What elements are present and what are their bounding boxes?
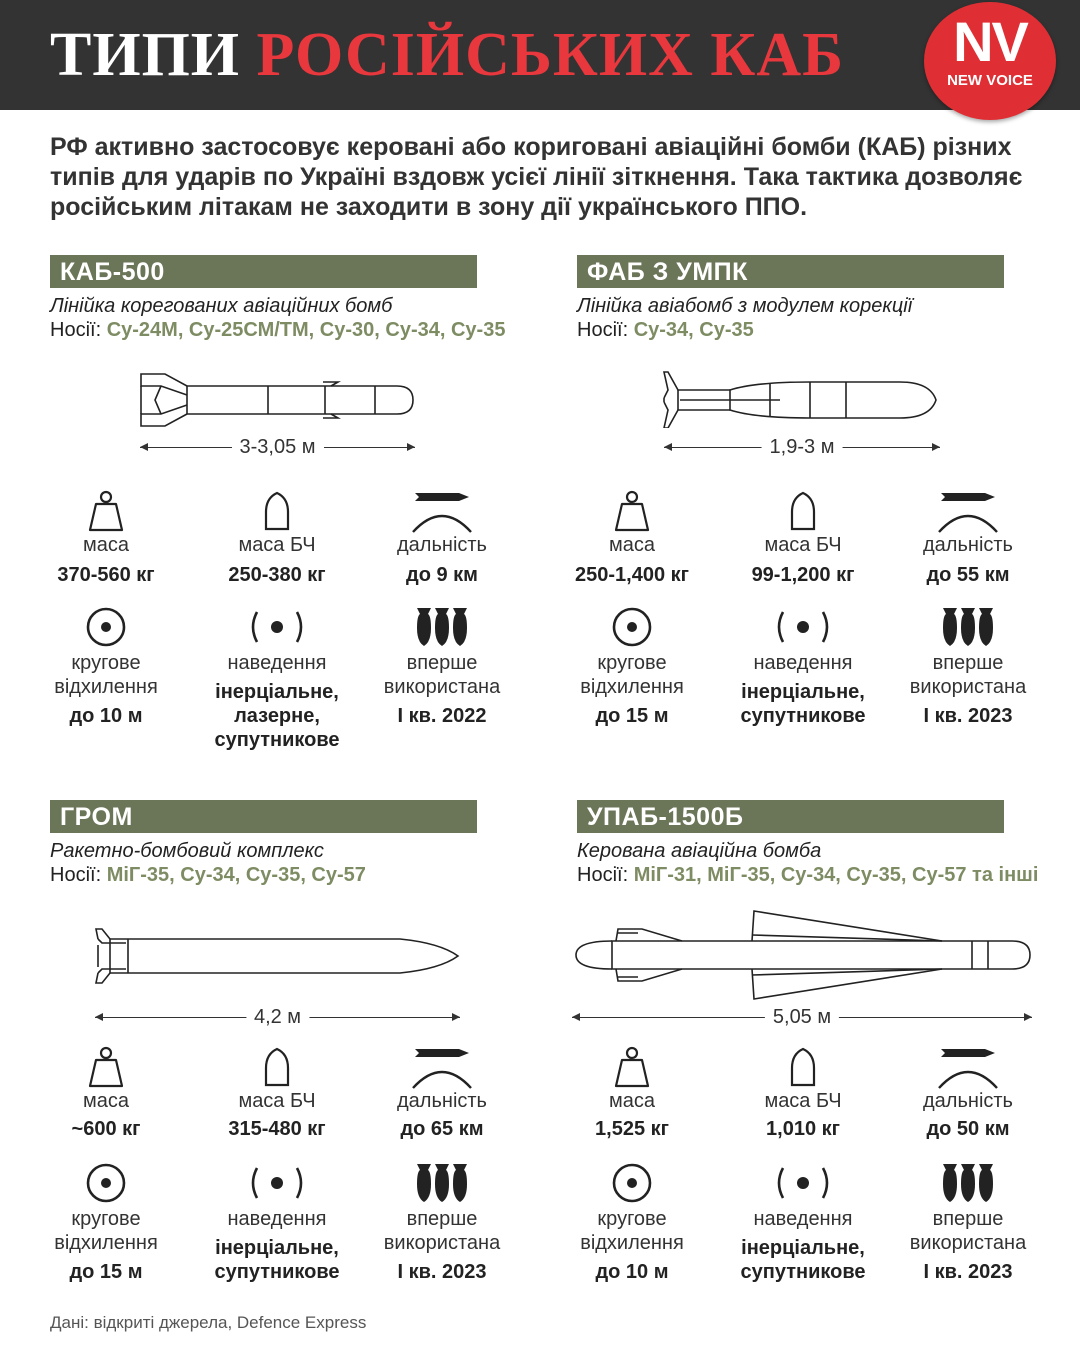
stat-guidance-label: наведення — [227, 1208, 327, 1230]
target-icon — [16, 606, 196, 648]
length-value: 4,2 м — [246, 1004, 309, 1030]
stat-cep-value: до 15 м — [69, 1261, 143, 1283]
guidance-icon — [713, 1162, 893, 1204]
guidance-icon — [187, 606, 367, 648]
stat-mass-value: ~600 кг — [71, 1118, 141, 1140]
section-subtitle: Керована авіаційна бомба — [577, 840, 822, 862]
stat-guidance-value-2: супутникове — [740, 1261, 866, 1283]
stat-first-use-value: I кв. 2022 — [397, 705, 487, 727]
stat-guidance-value-1: інерціальне, — [741, 681, 865, 703]
section-title: КАБ-500 — [60, 258, 165, 286]
stat-cep-label-1: кругове — [597, 1208, 667, 1230]
stat-mass-label: маса — [83, 534, 129, 556]
weight-icon — [542, 490, 722, 532]
bombs-icon — [878, 1162, 1058, 1204]
stat-first-use-label-2: використана — [909, 676, 1027, 698]
section-subtitle: Ракетно-бомбовий комплекс — [50, 840, 324, 862]
stat-guidance-value-2: супутникове — [214, 1261, 340, 1283]
length-value: 1,9-3 м — [762, 434, 843, 460]
stat-range-value: до 55 км — [926, 564, 1010, 586]
bombs-icon — [352, 606, 532, 648]
section-subtitle: Лінійка корегованих авіаційних бомб — [50, 295, 393, 317]
stat-guidance-value-2: супутникове — [740, 705, 866, 727]
stat-range-value: до 9 км — [406, 564, 478, 586]
carriers-label: Носії: — [50, 319, 102, 341]
stat-guidance-label: наведення — [753, 652, 853, 674]
grom-length-dimension — [95, 1004, 460, 1030]
bombs-icon — [878, 606, 1058, 648]
carriers-label: Носії: — [50, 864, 102, 886]
stat-range-label: дальність — [397, 1090, 487, 1112]
carriers-label: Носії: — [577, 319, 629, 341]
section-subtitle: Лінійка авіабомб з модулем корекції — [577, 295, 913, 317]
source-note: Дані: відкриті джерела, Defence Express — [50, 1313, 367, 1332]
weight-icon — [16, 490, 196, 532]
stat-guidance-value-1: інерціальне, — [215, 1237, 339, 1259]
stat-cep-label-2: відхилення — [580, 1232, 684, 1254]
warhead-icon — [187, 490, 367, 532]
range-icon — [352, 490, 532, 532]
stat-first-use-value: I кв. 2023 — [397, 1261, 487, 1283]
arrow-left-icon — [140, 443, 148, 451]
arrow-right-icon — [407, 443, 415, 451]
stat-first-use-value: I кв. 2023 — [923, 1261, 1013, 1283]
page-title-white: ТИПИ — [50, 21, 241, 89]
upab-1500b-bomb-icon — [572, 905, 1032, 1005]
section-title: ГРОМ — [60, 803, 133, 831]
target-icon — [542, 606, 722, 648]
stat-cep-label-2: відхилення — [54, 676, 158, 698]
stat-warhead-value: 250-380 кг — [228, 564, 326, 586]
arrow-left-icon — [572, 1013, 580, 1021]
warhead-icon — [713, 490, 893, 532]
stat-first-use-label-2: використана — [383, 676, 501, 698]
stat-cep-label-1: кругове — [597, 652, 667, 674]
stat-guidance-value-1: інерціальне, — [741, 1237, 865, 1259]
stat-mass-value: 250-1,400 кг — [575, 564, 689, 586]
stat-range-label: дальність — [923, 1090, 1013, 1112]
carriers-value: МіГ-31, МіГ-35, Су-34, Су-35, Су-57 та інші — [633, 864, 1039, 886]
stat-cep-value: до 10 м — [69, 705, 143, 727]
carriers-label: Носії: — [577, 864, 629, 886]
section-header-bar — [50, 800, 477, 833]
carriers-value: Су-24М, Су-25СМ/ТМ, Су-30, Су-34, Су-35 — [106, 319, 506, 341]
arrow-right-icon — [452, 1013, 460, 1021]
stat-guidance-value-1: інерціальне, — [215, 681, 339, 703]
stat-cep-label-2: відхилення — [580, 676, 684, 698]
fab-umpk-length-dimension — [664, 434, 940, 460]
stat-warhead-label: маса БЧ — [764, 1090, 842, 1112]
stat-cep-label-2: відхилення — [54, 1232, 158, 1254]
stat-guidance-value-3: супутникове — [214, 729, 340, 751]
stat-range-label: дальність — [923, 534, 1013, 556]
stat-warhead-value: 99-1,200 кг — [751, 564, 855, 586]
weight-icon — [542, 1046, 722, 1088]
section-header-bar — [50, 255, 477, 288]
stat-warhead-value: 315-480 кг — [228, 1118, 326, 1140]
fab-umpk-bomb-icon — [660, 368, 940, 428]
intro-text: РФ активно застосовує керовані або кориговані авіаційні бомби (КАБ) різних типів для ударів по Україні вздовж усієї лінії зіткнення. Така тактика дозволяє російським літакам не заходити в зону дії українського ППО. — [50, 133, 1023, 221]
carriers-value: Су-34, Су-35 — [633, 319, 754, 341]
page-title — [50, 18, 844, 92]
stat-guidance-label: наведення — [753, 1208, 853, 1230]
stat-mass-label: маса — [609, 534, 655, 556]
bombs-icon — [352, 1162, 532, 1204]
weight-icon — [16, 1046, 196, 1088]
section-carriers — [50, 318, 505, 342]
stat-warhead-label: маса БЧ — [238, 534, 316, 556]
length-value: 3-3,05 м — [231, 434, 323, 460]
warhead-icon — [713, 1046, 893, 1088]
section-carriers — [50, 863, 366, 887]
stat-first-use-value: I кв. 2023 — [923, 705, 1013, 727]
stat-first-use-label-1: вперше — [406, 652, 478, 674]
range-icon — [878, 1046, 1058, 1088]
guidance-icon — [713, 606, 893, 648]
stat-first-use-label-1: вперше — [932, 652, 1004, 674]
stat-warhead-value: 1,010 кг — [766, 1118, 840, 1140]
target-icon — [542, 1162, 722, 1204]
section-header-bar — [577, 255, 1004, 288]
header-bar — [0, 0, 1080, 110]
stat-warhead-label: маса БЧ — [764, 534, 842, 556]
stat-range-value: до 50 км — [926, 1118, 1010, 1140]
arrow-left-icon — [664, 443, 672, 451]
stat-first-use-label-2: використана — [383, 1232, 501, 1254]
nv-logo[interactable] — [924, 2, 1056, 120]
arrow-left-icon — [95, 1013, 103, 1021]
stat-mass-value: 1,525 кг — [595, 1118, 669, 1140]
nv-logo-sub: NEW VOICE — [947, 72, 1033, 89]
stat-mass-label: маса — [83, 1090, 129, 1112]
stat-first-use-label-1: вперше — [406, 1208, 478, 1230]
page-title-red: РОСІЙСЬКИХ КАБ — [256, 21, 845, 89]
stat-guidance-label: наведення — [227, 652, 327, 674]
section-title: ФАБ З УМПК — [587, 258, 748, 286]
arrow-right-icon — [1024, 1013, 1032, 1021]
length-value: 5,05 м — [765, 1004, 839, 1030]
stat-warhead-label: маса БЧ — [238, 1090, 316, 1112]
stat-first-use-label-1: вперше — [932, 1208, 1004, 1230]
range-icon — [352, 1046, 532, 1088]
section-header-bar — [577, 800, 1004, 833]
target-icon — [16, 1162, 196, 1204]
section-title: УПАБ-1500Б — [587, 803, 744, 831]
stat-range-label: дальність — [397, 534, 487, 556]
warhead-icon — [187, 1046, 367, 1088]
nv-logo-main: NV — [953, 10, 1027, 73]
stat-mass-label: маса — [609, 1090, 655, 1112]
stat-mass-value: 370-560 кг — [57, 564, 155, 586]
section-carriers — [577, 318, 754, 342]
kab-500-bomb-icon — [135, 370, 420, 430]
stat-guidance-value-2: лазерне, — [234, 705, 320, 727]
stat-cep-value: до 15 м — [595, 705, 669, 727]
stat-first-use-label-2: використана — [909, 1232, 1027, 1254]
arrow-right-icon — [932, 443, 940, 451]
carriers-value: МіГ-35, Су-34, Су-35, Су-57 — [106, 864, 366, 886]
stat-cep-value: до 10 м — [595, 1261, 669, 1283]
guidance-icon — [187, 1162, 367, 1204]
stat-cep-label-1: кругове — [71, 652, 141, 674]
stat-range-value: до 65 км — [400, 1118, 484, 1140]
section-carriers — [577, 863, 1038, 887]
stat-cep-label-1: кругове — [71, 1208, 141, 1230]
range-icon — [878, 490, 1058, 532]
upab-1500b-length-dimension — [572, 1004, 1032, 1030]
kab-500-length-dimension — [140, 434, 415, 460]
grom-missile-icon — [90, 925, 462, 985]
